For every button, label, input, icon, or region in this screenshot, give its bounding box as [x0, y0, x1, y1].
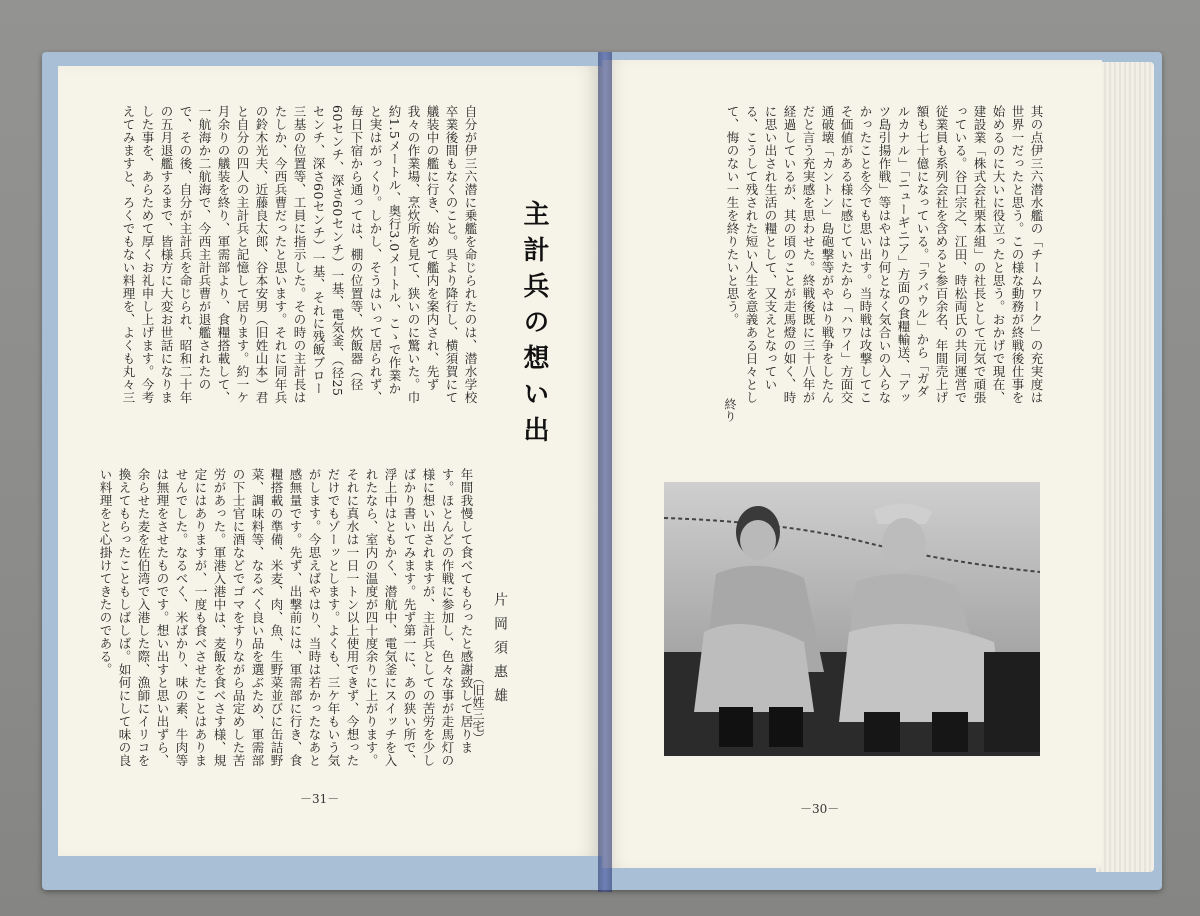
end-mark: 終り	[723, 398, 737, 422]
right-page-text: 其の点伊三六潜水艦の「チームワーク」の充実度は世界一だったと思う。この様な動務が終戦後仕事を始めるのに大いに役立ったと思う。おかげで現在、建設業「株式会社栗本組」の社長として元気で頑張っている。谷口宗之、江田、時松両氏の共同運営で従業員も系列会社を含めると参百余名、年間売上げ額も七十億になっている。「ラバウル」から「ガダルカナル」「ニューギニア」方面の食糧輸送、「アッツ島引揚作戦」等はやはり何となく気合いの入らなかったことを今でも思い出す。当時戦は攻撃してこそ価値がある様に感じていたから「ハワイ」方面交通破壊「カントン」島砲撃等がやはり戦争をしたんだと言う充実感を思わせた。終戦後既に三十八年が経過しているが、其の頃のことが走馬燈の如く、時に思い出され生活の糧として、又支えとなっている、こうして残された短い人生を意義ある日々として、悔のない一生を終りたいと思う。	[725, 105, 1044, 405]
page-number-left: －31－	[300, 792, 340, 806]
article-title: 主計兵の想い出	[519, 200, 549, 452]
author-former-name: （旧姓三宅）	[471, 672, 485, 744]
photograph-two-sailors	[664, 482, 1040, 756]
page-number-right: －30－	[800, 802, 840, 816]
photo-image	[664, 482, 1040, 756]
page-edges	[1096, 62, 1154, 872]
author-name: 片岡須惠雄	[492, 592, 508, 712]
left-lower-text: 年間我慢して食べてもらったと感謝致して居ります。ほとんどの作戦に参加し、色々な事が走馬灯の様に想い出されますが、主計兵としての苦労を少しばかり書いてみます。先ず第一に、あの狭い所で、浮上中はともかく、潜航中、電気釜にスイッチを入れたなら、室内の温度が四十度余りに上がります。それに真水は一日一トン以上使用できず、今想っただけでもゾーッとします。よくも、三ケ年もいう気がします。今思えばやはり、当時は若かったなあと感無量です。先ず、出撃前には、軍需部に行き、食糧搭載の準備、米麦、肉、魚、生野菜並びに缶詰野菜、調味料等、なるべく良い品を選ぶため、軍需部の下士官に酒などでゴマをすりながら品定めした苦労があった。軍港入港中は、麦飯を食べさす様、規定にはありますが、一度も食べさせたことはありませんでした。なるべく、米ばかり、味の素、牛肉等は無理をさせたものです。想い出すと思い出ずら、余らせた麦を佐伯湾で入港した際、漁師にイリコを換えてもらったこともしばしば。如何にして味の良い料理をと心掛けてきたのである。	[98, 468, 474, 767]
book-spine	[598, 52, 612, 892]
left-upper-text: 自分が伊三六潜に乗艦を命じられたのは、潜水学校卒業後間もなくのこと。呉より降行し、横須賀にて艤装中の艦に行き、始めて艦内を案内され、先ず我々の作業場、烹炊所を見て、狭いのに驚いた。巾約1.5メートル、奥行3.0メートル、こゝで作業かと実はがっくり。しかし、そうはいって居られず、毎日下宿から通っては、棚の位置等、炊飯器（径60センチ、深さ60センチ）一基、電気釜、（径25センチ、深さ60センチ）一基、それに残飯ブロー三基の位置等、工員に指示した。その時の主計長はたしか、今西兵曹だったと思います。それに同年兵の鈴木光夫、近藤良太郎、谷本安男（旧姓山本）君と自分の四人の主計兵と記憶して居ります。約一ケ月余りの艤装を終り、軍需部より、食糧搭載して、一航海か二航海で、今西主計兵曹が退艦されたので、その後、自分が主計兵を命じられ、昭和二十年の五月退艦するまで、皆様方に大変お世話になりました事を、あらためて厚くお礼申し上げます。今考えてみますと、ろくでもない料理を、よくも丸々三	[121, 105, 478, 404]
